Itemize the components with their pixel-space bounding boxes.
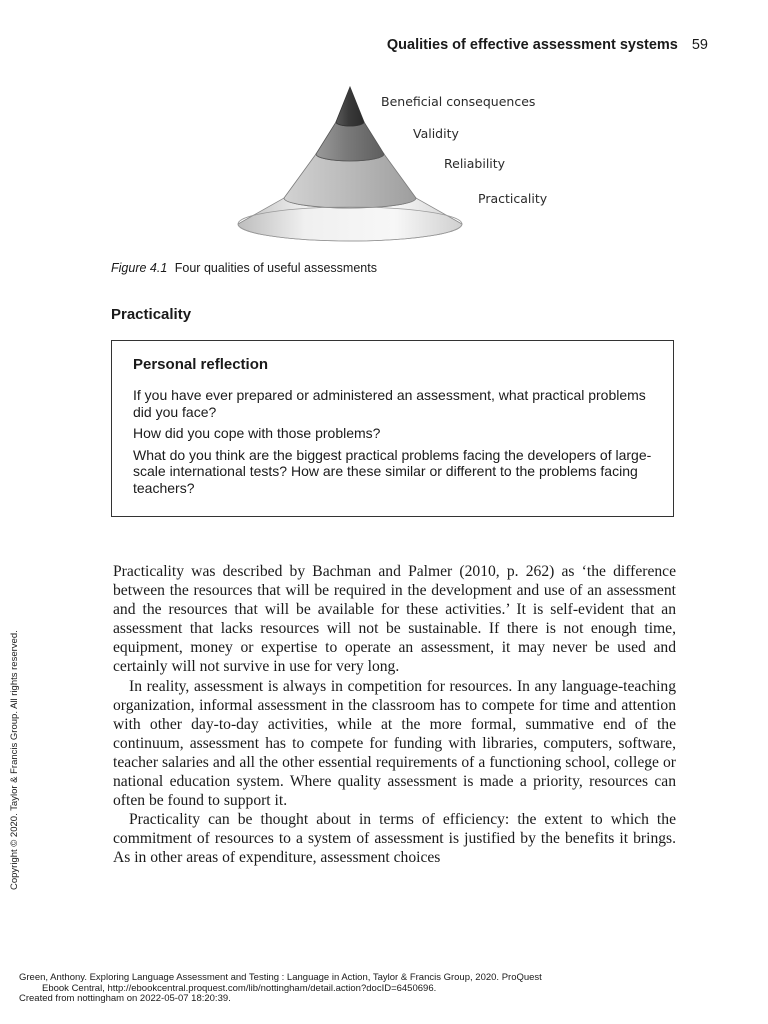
body-text — [113, 562, 676, 868]
body-paragraph: Practicality can be thought about in terms of efficiency: the extent to which the commitment of resources to a system of assessment is justified by the benefits it brings. As in other areas of expenditure, assessment choices — [113, 811, 676, 867]
pyramid-label-reliability: Reliability — [444, 156, 506, 171]
copyright-notice: Copyright © 2020. Taylor & Francis Group. All rights reserved. — [9, 630, 20, 890]
running-title: Qualities of effective assessment systems — [386, 37, 678, 53]
pyramid-layer-beneficial-consequences — [336, 87, 364, 126]
pyramid-label-practicality: Practicality — [478, 191, 548, 206]
body-paragraph: Practicality was described by Bachman and Palmer (2010, p. 262) as ‘the difference between the resources that will be required in the development and use of an assessment and the resources that will be available for these activities.’ It is self-evident that an assessment that lacks resources will not be sustainable. If there is not enough time, equipment, money or expertise to operate an assessment, it may never be used and certainly will not survive in use for very long. — [113, 563, 676, 676]
page-number: 59 — [691, 37, 708, 53]
reflection-title: Personal reflection — [133, 356, 269, 373]
pyramid-label-beneficial-consequences: Beneficial consequences — [381, 94, 536, 109]
running-head — [387, 37, 708, 53]
figure-caption — [111, 261, 377, 275]
figure-caption-text: Four qualities of useful assessments — [174, 261, 377, 275]
figure-caption-label: Figure 4.1 — [111, 261, 168, 275]
pyramid-layer-reliability — [284, 154, 416, 208]
reflection-question: If you have ever prepared or administered an assessment, what practical problems did you face? — [133, 387, 646, 420]
footer-line: Ebook Central, http://ebookcentral.proquest.com/lib/nottingham/detail.action?docID=6450696. — [42, 982, 437, 994]
footer-line: Green, Anthony. Exploring Language Assessment and Testing : Language in Action, Taylor & Francis Group, 2020. ProQuest — [19, 972, 542, 983]
pyramid-layer-validity — [316, 122, 384, 161]
reflection-question: What do you think are the biggest practical problems facing the developers of large-scale international tests? How are these similar or different to the problems facing teachers? — [133, 446, 652, 496]
pyramid-figure — [236, 84, 556, 248]
footer-line: Created from nottingham on 2022-05-07 18:20:39. — [19, 993, 231, 1004]
citation-footer — [19, 973, 542, 1005]
reflection-box — [111, 340, 674, 517]
pyramid-label-validity: Validity — [413, 126, 459, 141]
body-paragraph: In reality, assessment is always in competition for resources. In any language-teaching organization, informal assessment in the classroom has to compete for time and attention with other day-to-day activities, while at the more formal, summative end of the continuum, assessment has to compete for funding with libraries, computers, software, teacher salaries and all the other essential requirements of a functioning school, college or national education system. Where quality assessment is made a priority, resources can often be found to support it. — [113, 677, 676, 810]
section-heading: Practicality — [111, 306, 192, 323]
reflection-question: How did you cope with those problems? — [133, 425, 381, 441]
